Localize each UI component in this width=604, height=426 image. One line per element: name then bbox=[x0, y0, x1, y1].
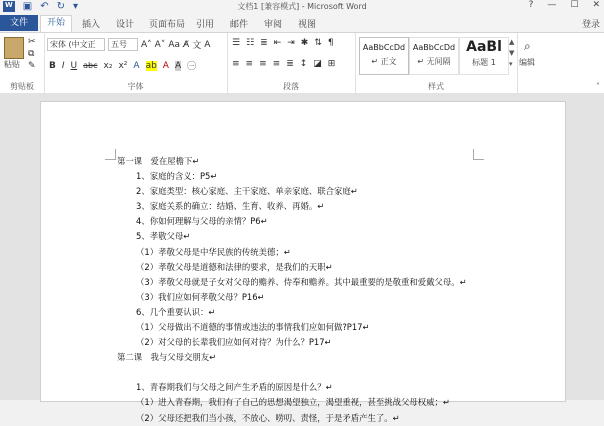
customize-icon[interactable]: ▾ bbox=[72, 1, 78, 12]
increase-indent-icon[interactable]: ⇥ bbox=[287, 38, 295, 48]
grow-font-icon[interactable]: A˄ bbox=[141, 39, 152, 50]
cut-icon[interactable]: ✂ bbox=[28, 37, 36, 47]
distributed-icon[interactable]: ≣ bbox=[286, 59, 294, 69]
find-icon[interactable]: ⌕ bbox=[524, 39, 531, 53]
doc-line: （2）孝敬父母是道德和法律的要求，是我们的天职↵ bbox=[136, 261, 333, 272]
tab-view[interactable]: 视图 bbox=[298, 20, 317, 30]
paste-icon[interactable] bbox=[4, 37, 24, 59]
styles-label: 样式 bbox=[428, 82, 444, 91]
tab-review[interactable]: 审阅 bbox=[264, 20, 283, 30]
redo-icon[interactable]: ↻ bbox=[56, 1, 65, 12]
editing-button[interactable]: 编辑 bbox=[519, 58, 535, 67]
doc-line: （1）进入青春期，我们有了自己的思想渴望独立，渴望重视，甚至挑战父母权威；↵ bbox=[136, 397, 450, 408]
paragraph-label: 段落 bbox=[283, 82, 299, 91]
shading-icon[interactable]: ◪ bbox=[313, 59, 322, 69]
tab-design[interactable]: 设计 bbox=[116, 20, 135, 30]
clear-format-icon[interactable]: A̸ bbox=[183, 39, 190, 50]
change-case-icon[interactable]: Aa bbox=[168, 39, 181, 50]
multilevel-list-icon[interactable]: ≣ bbox=[260, 38, 268, 48]
doc-line: （2）父母还把我们当小孩，不放心、唠叨、责怪，于是矛盾产生了。↵ bbox=[136, 412, 400, 423]
sort-icon[interactable]: ⇅ bbox=[314, 38, 322, 48]
doc-line: 3、家庭关系的确立：结婚、生育、收养、再婚。↵ bbox=[136, 201, 325, 212]
ribbon-tabs bbox=[0, 14, 604, 32]
font-size-select[interactable]: 五号 bbox=[108, 38, 138, 51]
undo-icon[interactable]: ↶ bbox=[40, 1, 49, 12]
word-icon: W bbox=[3, 1, 15, 12]
doc-line: 6、几个重要认识：↵ bbox=[136, 306, 216, 317]
tab-mailings[interactable]: 邮件 bbox=[230, 20, 249, 30]
doc-line: （3）孝敬父母就是子女对父母的赡养、侍奉和赡养。其中最重要的是敬重和爱戴父母。↵ bbox=[136, 276, 467, 287]
save-icon[interactable]: ▣ bbox=[22, 1, 33, 12]
doc-line: 5、孝敬父母↵ bbox=[136, 231, 191, 242]
paste-button[interactable]: 粘贴 bbox=[4, 60, 20, 69]
enclose-char-icon[interactable]: ㊀ bbox=[187, 62, 197, 72]
style-heading-1-preview: AaBl bbox=[466, 39, 502, 55]
font-group bbox=[44, 33, 228, 93]
window-title: 文档1 [兼容模式] - Microsoft Word bbox=[237, 2, 367, 11]
styles-group bbox=[355, 33, 518, 93]
ribbon bbox=[0, 32, 604, 94]
doc-line: 4、你如何理解与父母的亲情？P6↵ bbox=[136, 216, 268, 227]
tab-page-layout[interactable]: 页面布局 bbox=[149, 20, 186, 30]
subscript-button[interactable]: x₂ bbox=[103, 60, 113, 71]
show-marks-icon[interactable]: ¶ bbox=[327, 38, 334, 48]
style-heading-1-name: 标题 1 bbox=[472, 58, 496, 67]
editing-group bbox=[517, 33, 545, 93]
superscript-button[interactable]: x² bbox=[118, 60, 128, 71]
align-left-icon[interactable]: ≡ bbox=[232, 59, 240, 69]
document-body[interactable] bbox=[117, 154, 517, 426]
styles-scroll[interactable]: ▲ ▼ ▾ bbox=[509, 38, 515, 68]
doc-line: 第一课 爱在屋檐下↵ bbox=[117, 156, 200, 166]
window-controls bbox=[529, 0, 600, 10]
strikethrough-button[interactable]: abc bbox=[83, 61, 98, 70]
login-link[interactable]: 登录 bbox=[581, 20, 600, 30]
phonetic-icon[interactable]: 文 bbox=[192, 41, 202, 51]
line-spacing-icon[interactable]: ↕ bbox=[299, 59, 308, 69]
doc-line-blank bbox=[117, 365, 517, 380]
char-border-icon[interactable]: A bbox=[204, 39, 211, 50]
shrink-font-icon[interactable]: A˅ bbox=[154, 39, 166, 50]
char-shading-icon[interactable]: A bbox=[174, 60, 182, 71]
help-button[interactable]: ? bbox=[528, 0, 534, 10]
tab-file[interactable]: 文件 bbox=[0, 15, 38, 31]
underline-button[interactable]: U bbox=[70, 60, 78, 71]
doc-line: 2、家庭类型：核心家庭、主干家庭、单亲家庭、联合家庭↵ bbox=[136, 186, 358, 197]
font-color-icon[interactable]: A bbox=[162, 60, 169, 71]
style-no-spacing-preview: AaBbCcDd bbox=[412, 43, 456, 52]
style-heading-1[interactable] bbox=[459, 37, 509, 75]
document-area bbox=[0, 93, 604, 423]
borders-icon[interactable]: ⊞ bbox=[327, 59, 336, 69]
doc-line: （2）对父母的长辈我们应如何对待？为什么？P17↵ bbox=[136, 337, 332, 348]
collapse-ribbon-icon[interactable]: ˄ bbox=[596, 82, 600, 91]
bullets-icon[interactable]: ☰ bbox=[232, 38, 241, 48]
crop-mark-tl bbox=[105, 149, 116, 160]
paragraph-group bbox=[227, 33, 356, 93]
italic-button[interactable]: I bbox=[61, 60, 65, 71]
align-center-icon[interactable]: ≡ bbox=[245, 59, 254, 69]
tab-insert[interactable]: 插入 bbox=[82, 20, 101, 30]
doc-line: 1、青春期我们与父母之间产生矛盾的原因是什么？↵ bbox=[136, 382, 333, 393]
copy-icon[interactable]: ⧉ bbox=[28, 49, 35, 59]
minimize-button[interactable]: — bbox=[547, 0, 557, 10]
style-normal-name: ↵ 正文 bbox=[371, 57, 397, 66]
numbering-icon[interactable]: ☷ bbox=[246, 38, 255, 48]
maximize-button[interactable]: ☐ bbox=[570, 0, 579, 10]
decrease-indent-icon[interactable]: ⇤ bbox=[273, 38, 282, 48]
doc-line: （1）父母做出不道德的事情或违法的事情我们应如何做?P17↵ bbox=[136, 322, 370, 333]
doc-line: （3）我们应如何孝敬父母？P16↵ bbox=[136, 291, 265, 302]
align-right-icon[interactable]: ≡ bbox=[259, 59, 267, 69]
doc-line: （1）孝敬父母是中华民族的传统美德；↵ bbox=[136, 246, 291, 257]
text-effects-icon[interactable]: A bbox=[133, 60, 140, 71]
tab-home[interactable]: 开始 bbox=[40, 15, 72, 32]
chinese-layout-icon[interactable]: ✱ bbox=[300, 38, 309, 48]
tab-references[interactable]: 引用 bbox=[196, 20, 215, 30]
title-bar bbox=[0, 0, 604, 14]
style-no-spacing-name: ↵ 无间隔 bbox=[417, 57, 451, 66]
style-normal-preview: AaBbCcDd bbox=[362, 43, 406, 52]
font-name-select[interactable]: 宋体 (中文正 bbox=[47, 38, 105, 51]
doc-line: 第二课 我与父母交朋友↵ bbox=[117, 352, 217, 363]
font-label: 字体 bbox=[127, 82, 144, 91]
clipboard-group bbox=[0, 33, 45, 93]
highlight-icon[interactable]: ab bbox=[145, 60, 157, 71]
format-painter-icon[interactable]: ✎ bbox=[28, 61, 36, 71]
document-page[interactable] bbox=[40, 101, 566, 423]
bold-button[interactable]: B bbox=[49, 60, 56, 71]
style-no-spacing[interactable] bbox=[409, 37, 459, 75]
doc-line: 1、家庭的含义：P5↵ bbox=[136, 171, 218, 182]
style-normal[interactable] bbox=[359, 37, 409, 75]
close-button[interactable]: ✕ bbox=[592, 0, 600, 10]
justify-icon[interactable]: ≡ bbox=[272, 59, 281, 69]
clipboard-label: 剪贴板 bbox=[10, 82, 34, 91]
